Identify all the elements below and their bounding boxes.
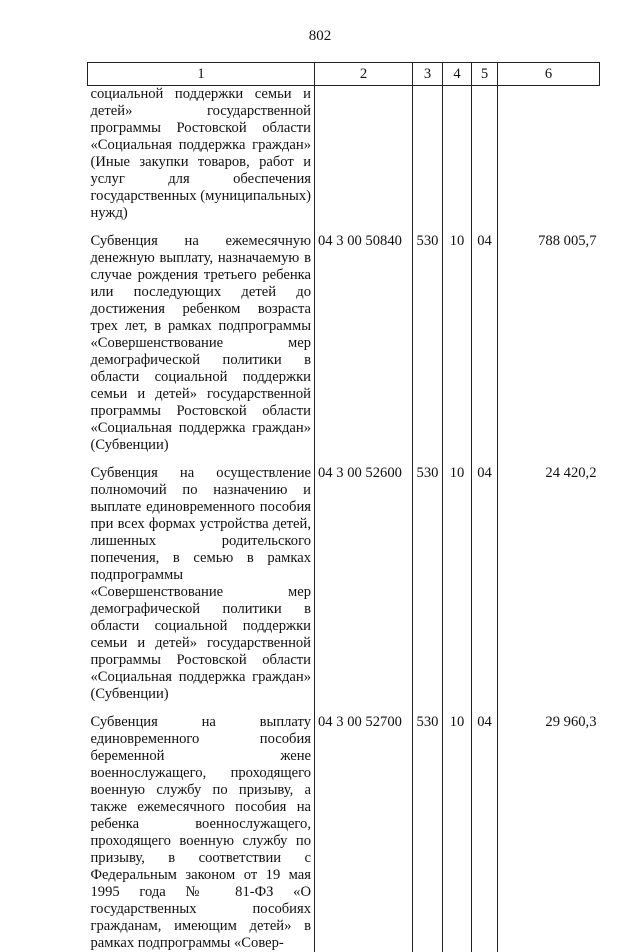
- target-article-code: 04 3 00 50840: [315, 233, 413, 454]
- expense-type: 530: [413, 465, 443, 703]
- table-row: [88, 86, 600, 223]
- subsection: 04: [472, 714, 498, 952]
- expense-type: [413, 86, 443, 223]
- expense-type: 530: [413, 233, 443, 454]
- section: 10: [443, 233, 472, 454]
- target-article-code: [315, 86, 413, 223]
- amount: [498, 86, 600, 223]
- subsection: [472, 86, 498, 223]
- table-header-row: [88, 63, 600, 86]
- row-description: социальной поддержки семьи и детей» государственной программы Ростовской области «Социальная поддержка граждан» (Иные закупки товаров, работ и услуг для обеспечения государственных (муниципальных) нужд): [90, 86, 311, 221]
- page-number: 802: [308, 28, 332, 44]
- row-description: Субвенция на выплату единовременного пособия беременной жене военнослужащего, проходящего военную службу по призыву, а также ежемесячного пособия на ребенка военнослужащего, проходящего военную службу по призыву, в соответствии с Федеральным законом от 19 мая 1995 года № 81-ФЗ «О государственных пособиях гражданам, имеющим детей» в рамках подпрограммы «Совер-: [90, 714, 311, 951]
- row-description: Субвенция на осуществление полномочий по назначению и выплате единовременного пособия при всех формах устройства детей, лишенных родительского попечения, в семью в рамках подпрограммы «Совершенствование мер демографической политики в области социальной поддержки семьи и детей» государственной программы Ростовской области «Социальная поддержка граждан» (Субвенции): [90, 465, 311, 702]
- table-row: [88, 465, 600, 703]
- column-header: 1: [88, 63, 315, 86]
- subsection: 04: [472, 233, 498, 454]
- column-header: 5: [472, 63, 498, 86]
- section: 10: [443, 714, 472, 952]
- expense-type: 530: [413, 714, 443, 952]
- row-description: Субвенция на ежемесячную денежную выплату, назначаемую в случае рождения третьего ребенка или последующих детей до достижения ребенком возраста трех лет, в рамках подпрограммы «Совершенствование мер демографической политики в области социальной поддержки семьи и детей» государственной программы Ростовской области «Социальная поддержка граждан» (Субвенции): [90, 233, 311, 453]
- amount: 29 960,3: [498, 714, 600, 952]
- target-article-code: 04 3 00 52600: [315, 465, 413, 703]
- target-article-code: 04 3 00 52700: [315, 714, 413, 952]
- section: 10: [443, 465, 472, 703]
- column-header: 2: [315, 63, 413, 86]
- section: [443, 86, 472, 223]
- column-header: 3: [413, 63, 443, 86]
- amount: 24 420,2: [498, 465, 600, 703]
- column-header: 4: [443, 63, 472, 86]
- table-row: [88, 233, 600, 454]
- amount: 788 005,7: [498, 233, 600, 454]
- subsection: 04: [472, 465, 498, 703]
- table-row: [88, 714, 600, 952]
- column-header: 6: [498, 63, 600, 86]
- budget-table: [87, 62, 600, 952]
